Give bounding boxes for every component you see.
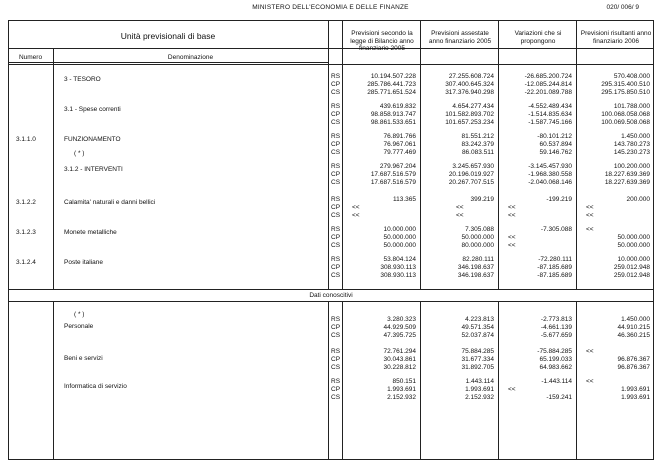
- numero-header: Numero: [18, 54, 43, 61]
- row-types: RS CP CS: [331, 378, 341, 401]
- row-assestate-values: 75.884.285 31.677.334 31.892.705: [461, 348, 494, 371]
- row-variazioni-values: -75.884.285 65.199.033 64.983.662: [537, 348, 572, 371]
- row-variazioni-values: -72.280.111 -87.185.689 -87.185.689: [537, 256, 572, 279]
- row-note: ( * ): [74, 150, 85, 157]
- row-numero: 3.1.1.0: [16, 136, 36, 143]
- row-variazioni-values: -3.145.457.930 -1.968.380.558 -2.040.068.146: [528, 163, 572, 186]
- denom-col-rule: [328, 20, 329, 289]
- row-legge-values: 279.967.204 17.687.516.579 17.687.516.579: [370, 163, 416, 186]
- row-denominazione: Beni e servizi: [64, 355, 103, 362]
- row-risultanti-values: << 96.876.367 96.876.367: [586, 348, 650, 371]
- row-legge-values: 10.000.000 50.000.000 50.000.000: [383, 226, 416, 249]
- row-variazioni-values: -2.773.813 -4.661.139 -5.677.659: [540, 316, 572, 339]
- ministry-title: MINISTERO DELL'ECONOMIA E DELLE FINANZE: [252, 4, 409, 11]
- row-legge-values: 72.761.294 30.043.861 30.228.812: [383, 348, 416, 371]
- denom-col-rule-lower: [328, 301, 329, 460]
- row-variazioni-values: -7.305.088 << <<: [508, 226, 572, 249]
- row-denominazione: Poste italiane: [64, 259, 104, 266]
- row-types: RS CP CS: [331, 73, 341, 96]
- row-risultanti-values: 570.408.000 295.315.400.510 295.175.850.510: [601, 73, 650, 96]
- row-types: RS CP CS: [331, 316, 341, 339]
- numero-col-rule: [53, 48, 54, 289]
- row-assestate-values: 27.255.608.724 307.400.645.324 317.376.940.298: [445, 73, 494, 96]
- row-denominazione: Calamita' naturali e danni bellici: [64, 199, 156, 206]
- page-code: 020/ 006/ 9: [606, 4, 639, 11]
- row-numero: 3.1.2.2: [16, 199, 36, 206]
- row-legge-values: 76.891.766 76.967.061 79.777.469: [383, 133, 416, 156]
- row-assestate-values: 3.245.657.930 20.196.019.927 20.267.707.515: [448, 163, 494, 186]
- row-types: RS CP CS: [331, 163, 341, 186]
- row-numero: 3.1.2.3: [16, 229, 36, 236]
- section-title: Dati conoscitivi: [309, 292, 353, 299]
- section-divider-top: [8, 289, 654, 290]
- row-denominazione: Personale: [64, 323, 94, 330]
- row-denominazione: Informatica di servizio: [64, 383, 127, 390]
- row-types: RS CP CS: [331, 348, 341, 371]
- row-variazioni-values: -1.443.114 << -159.241: [508, 378, 572, 401]
- legge-bilancio-header: Previsioni secondo la legge di Bilancio anno finanziario 2005: [350, 30, 414, 52]
- row-types: RS CP CS: [331, 133, 341, 156]
- row-variazioni-values: -199.219 << <<: [508, 196, 572, 219]
- section-note: ( * ): [74, 311, 85, 318]
- row-risultanti-values: 1.450.000 143.780.273 145.230.273: [613, 133, 650, 156]
- variazioni-header: Variazioni che si propongono: [514, 30, 562, 45]
- row-denominazione: 3.1 - Spese correnti: [64, 106, 121, 113]
- row-risultanti-values: << 50.000.000 50.000.000: [586, 226, 650, 249]
- row-legge-values: 113.365 << <<: [352, 196, 416, 219]
- row-risultanti-values: 200.000 << <<: [586, 196, 650, 219]
- row-assestate-values: 82.280.111 346.198.637 346.198.637: [457, 256, 494, 279]
- row-legge-values: 53.804.124 308.930.113 308.930.113: [380, 256, 416, 279]
- numero-col-rule-lower: [53, 301, 54, 460]
- row-variazioni-values: -4.552.489.434 -1.514.835.634 -1.587.745.166: [528, 103, 572, 126]
- row-assestate-values: 1.443.114 1.993.691 2.152.932: [465, 378, 494, 401]
- risultanti-header: Previsioni risultanti anno finanziario 2006: [580, 30, 652, 45]
- row-assestate-values: 399.219 << <<: [456, 196, 494, 219]
- row-denominazione: 3 - TESORO: [64, 76, 101, 83]
- row-legge-values: 850.151 1.993.691 2.152.932: [387, 378, 416, 401]
- row-types: RS CP CS: [331, 103, 341, 126]
- row-assestate-values: 81.551.212 83.242.379 86.083.511: [461, 133, 494, 156]
- subheader-divider: [8, 62, 328, 63]
- row-risultanti-values: 100.200.000 18.227.639.369 18.227.639.369: [604, 163, 650, 186]
- row-risultanti-values: 10.000.000 259.012.948 259.012.948: [613, 256, 650, 279]
- row-variazioni-values: -26.685.200.724 -12.085.244.814 -22.201.089.788: [524, 73, 572, 96]
- row-types: RS CP CS: [331, 196, 341, 219]
- row-types: RS CP CS: [331, 256, 341, 279]
- row-numero: 3.1.2.4: [16, 259, 36, 266]
- header-bottom-rule: [8, 64, 654, 65]
- row-types: RS CP CS: [331, 226, 341, 249]
- row-legge-values: 439.619.832 98.858.913.747 98.861.533.651: [370, 103, 416, 126]
- row-denominazione: FUNZIONAMENTO: [64, 136, 121, 143]
- assestate-header: Previsioni assestate anno finanziario 2005: [428, 30, 492, 45]
- row-risultanti-values: 1.450.000 44.910.215 46.360.215: [617, 316, 650, 339]
- row-denominazione: Monete metalliche: [64, 229, 117, 236]
- row-legge-values: 3.280.323 44.929.509 47.395.725: [383, 316, 416, 339]
- row-variazioni-values: -80.101.212 60.537.894 59.146.762: [537, 133, 572, 156]
- section-divider-bottom: [8, 301, 654, 302]
- row-risultanti-values: << 1.993.691 1.993.691: [586, 378, 650, 401]
- row-assestate-values: 4.223.813 49.571.354 52.037.874: [461, 316, 494, 339]
- row-denominazione: 3.1.2 - INTERVENTI: [64, 166, 123, 173]
- row-risultanti-values: 101.788.000 100.068.058.068 100.069.508.068: [601, 103, 650, 126]
- unita-header: Unità previsionali di base: [120, 31, 216, 41]
- denominazione-header: Denominazione: [167, 54, 214, 61]
- row-legge-values: 10.194.507.228 285.786.441.723 285.771.651.524: [367, 73, 416, 96]
- header-divider: [8, 48, 654, 49]
- row-assestate-values: 7.305.088 50.000.000 80.000.000: [461, 226, 494, 249]
- row-assestate-values: 4.654.277.434 101.582.893.702 101.657.253.234: [445, 103, 494, 126]
